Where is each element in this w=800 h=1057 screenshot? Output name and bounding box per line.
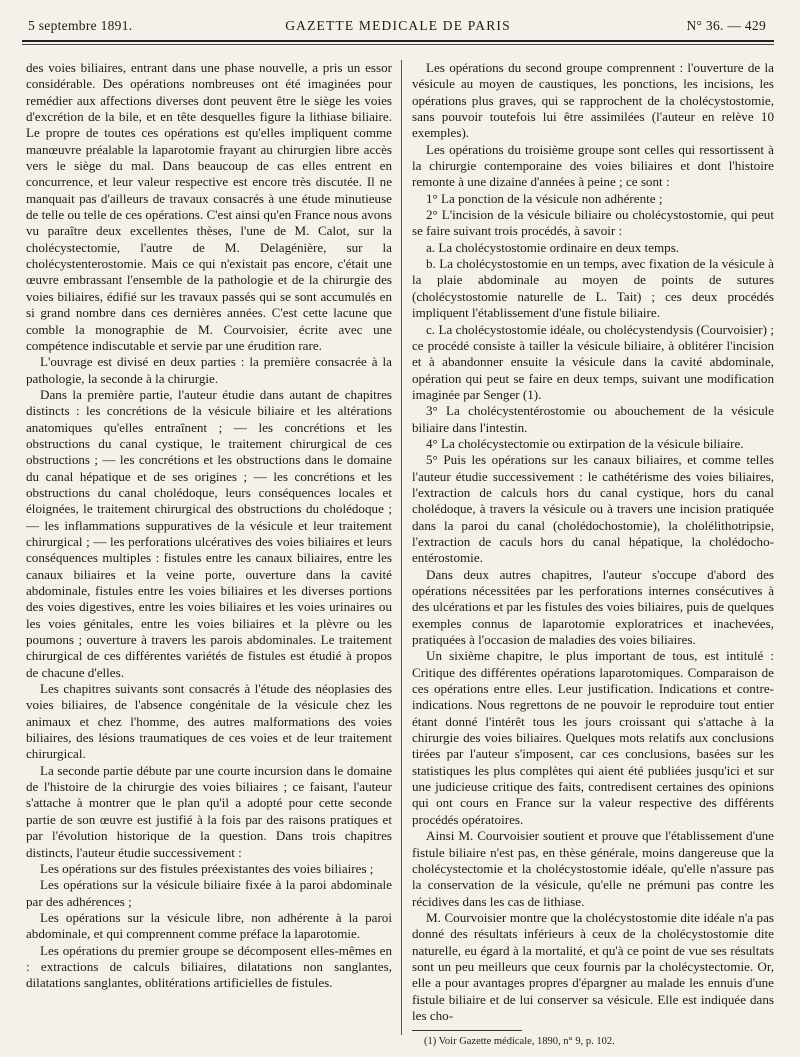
paragraph: M. Courvoisier montre que la cholécystostomie dite idéale n'a pas donné des résultats inférieurs à ceux de la cholécystostomie dite naturelle, eu égard à la mortalité, et qu'à ce point de vue ses résultats sont un peu meilleurs que ceux fournis par la cholécystectomie. Or, elle a pour avantages propres d'épargner au malade les ennuis d'une fistule biliaire et de lui conserver sa vésicule. Elle est indiquée dans les cho-	[412, 909, 774, 1023]
right-column	[412, 60, 774, 1024]
paragraph: L'ouvrage est divisé en deux parties : la première consacrée à la pathologie, la seconde à la chirurgie.	[26, 354, 392, 386]
list-item: 3° La cholécystentérostomie ou abouchement de la vésicule biliaire dans l'intestin.	[412, 403, 774, 435]
list-item: b. La cholécystostomie en un temps, avec fixation de la vésicule à la plaie abdominale au moyen de points de sutures (cholécystostomie naturelle de L. Tait) ; ces deux procédés impliquent l'établissement d'une fistule biliaire.	[412, 256, 774, 321]
paragraph: Les opérations du premier groupe se décomposent elles-mêmes en : extractions de calculs biliaires, dilatations non sanglantes, dilatations sanglantes, oblitérations artificielles de fistules.	[26, 942, 392, 991]
paragraph: Dans la première partie, l'auteur étudie dans autant de chapitres distincts : les concrétions de la vésicule biliaire et les altérations anatomiques qu'elles entraînent ; — les concrétions et les obstructions du canal cystique, le traitement chirurgical de ces obstructions ; — les concrétions et les obstructions dans le domaine du canal hépatique et de ses origines ; — les concrétions et les obstructions du canal cholédoque, leurs conséquences locales et éloignées, le traitement chirurgical des obstructions du cholédoque ; — les inflammations suppuratives de la vésicule et leur traitement chirurgical ; — les perforations ulcératives des voies biliaires et leurs conséquences multiples : fistules entre les canaux biliaires, entre les canaux biliaires et la veine porte, ouverture dans la cavité abdominale, fistules entre les voies biliaires et les diverses portions des voies digestives, entre les voies biliaires et les voies urinaires ou les voies génitales, entre les voies biliaires et la plèvre ou les poumons ; ouverture à travers les parois abdominales. Le traitement chirurgical de ces différentes variétés de fistules est étudié à propos de chacune d'elles.	[26, 386, 392, 680]
paragraph: des voies biliaires, entrant dans une phase nouvelle, a pris un essor considérable. Des opérations nombreuses ont été imaginées pour remédier aux affections diverses dont peuvent être le siège les voies d'excrétion de la bile, et en tête desquelles figure la lithiase biliaire. Le propre de toutes ces opérations est qu'elles impliquent comme manœuvre préalable la laparotomie frayant au chirurgien libre accès vers le siège du mal. Dans beaucoup de cas elles entrent en concurrence, et leur valeur respective est encore très discutée. Il ne manquait pas d'ailleurs de travaux consacrés à une étude minutieuse de telle ou telle de ces opérations. C'est ainsi qu'en France nous avons vu paraître deux excellentes thèses, l'une de M. Calot, sur la cholécystectomie, l'autre de M. Delagénière, sur la cholécystenterostomie. Mais ce qui n'existait pas encore, c'était une œuvre embrassant l'ensemble de la pathologie et de la chirurgie des voies biliaires, édifié sur les travaux passés qui se sont accumulés en si grand nombre dans ces dernières années. C'est cette lacune que comble la monographie de M. Courvoisier, écrite avec une compétence indiscutable et servie par une érudition rare.	[26, 60, 392, 353]
list-item: a. La cholécystostomie ordinaire en deux temps.	[426, 239, 680, 255]
paragraph: La seconde partie débute par une courte incursion dans le domaine de l'histoire de la chirurgie des voies biliaires ; ce faisant, l'auteur s'attache à montrer que le plan qu'il a adopté pour cette seconde partie de son œuvre est justifié à la fois par des raisons pratiques et par l'évolution historique de la question. Dans trois chapitres distincts, l'auteur étudie successivement :	[26, 762, 392, 860]
paragraph: Un sixième chapitre, le plus important de tous, est intitulé : Critique des différentes opérations laparotomiques. Comparaison de ces opérations entre elles. Leur justification. Indications et contre-indications. Nous regrettons de ne pouvoir le reproduire tout entier étant donné l'intérêt tous les jours croissant qui s'attache à la chirurgie des voies biliaires. Quelques mots relatifs aux conclusions tirées par l'auteur s'imposent, car ces conclusions, basées sur les statistiques les plus complètes qui aient été publiées jusqu'ici et sur une judicieuse critique des faits, contredisent certaines des opinions qui ont cours en France sur la valeur respective des différents procédés opératoires.	[412, 648, 774, 827]
paragraph: Les opérations sur des fistules préexistantes des voies biliaires ;	[40, 860, 374, 876]
header-date: 5 septembre 1891.	[28, 18, 133, 33]
paragraph: Les opérations sur la vésicule biliaire fixée à la paroi abdominale par des adhérences ;	[26, 877, 392, 909]
footnote-rule	[412, 1030, 522, 1031]
list-item: 4° La cholécystectomie ou extirpation de la vésicule biliaire.	[426, 435, 744, 451]
paragraph: Ainsi M. Courvoisier soutient et prouve que l'établissement d'une fistule biliaire n'est pas, en thèse générale, moins dangereuse que la cholécystectomie et la cholécystostomie idéale, qu'elle n'assure pas la conservation de la vésicule, qu'elle ne prémuni pas contre les récidives dans les cas de lithiase.	[412, 828, 774, 909]
header-issue: N° 36. — 429	[686, 18, 766, 33]
list-item: c. La cholécystostomie idéale, ou cholécystendysis (Courvoisier) ; ce procédé consiste à tailler la vésicule biliaire, à oblitérer l'incision et à abandonner ensuite la vésicule dans la cavité abdominale, opération qui peut se faire en deux temps, suivant une modification imaginée par Senger (1).	[412, 321, 774, 402]
header-rule-thin	[22, 44, 774, 45]
paragraph: 5° Puis les opérations sur les canaux biliaires, et comme telles l'auteur étudie successivement : le cathétérisme des voies biliaires, l'extraction de calculs hors du canal cystique, hors du canal cholédoque, à travers la vésicule ou à travers une incision pratiquée dans la paroi du canal (cholédochostomie), la cholélithotripsie, l'extraction de caculs hors du canal hépatique, la cholédocho-entérostomie.	[412, 452, 774, 566]
paragraph: Les opérations du troisième groupe sont celles qui ressortissent à la chirurgie contemporaine des voies biliaires et dont l'histoire remonte à une dizaine d'années à peine ; ce sont :	[412, 141, 774, 190]
paragraph: Les opérations du second groupe comprennent : l'ouverture de la vésicule au moyen de caustiques, les ponctions, les incisions, les opérations plus graves, qui se rapprochent de la cholécystostomie, sans pouvoir toutefois lui être assimilées (l'auteur en relève 10 exemples).	[412, 60, 774, 141]
header-rule	[22, 40, 774, 42]
paragraph: Les opérations sur la vésicule libre, non adhérente à la paroi abdominale, et qui comprennent comme préface la laparotomie.	[26, 909, 392, 942]
left-column	[26, 60, 392, 992]
list-item: 2° L'incision de la vésicule biliaire ou cholécystostomie, qui peut se faire suivant trois procédés, à savoir :	[412, 207, 774, 239]
column-divider	[401, 60, 402, 1035]
footnote: (1) Voir Gazette médicale, 1890, n° 9, p. 102.	[424, 1036, 615, 1047]
list-item: 1° La ponction de la vésicule non adhérente ;	[426, 190, 663, 206]
paragraph: Dans deux autres chapitres, l'auteur s'occupe d'abord des opérations nécessitées par les perforations internes consécutives à des ulcérations et par les fistules des voies biliaires, puis de quelques exemples connus de laparotomie exploratrices et inachevées, pratiquées à l'occasion de maladies des voies biliaires.	[412, 566, 774, 648]
page-header	[22, 12, 774, 38]
paragraph: Les chapitres suivants sont consacrés à l'étude des néoplasies des voies biliaires, de l'absence congénitale de la vésicule chez les animaux et chez l'homme, des autres malformations des voies biliaires, des lésions traumatiques de ces voies et de leur traitement chirurgical.	[26, 681, 392, 762]
header-title: GAZETTE MEDICALE DE PARIS	[285, 18, 511, 33]
